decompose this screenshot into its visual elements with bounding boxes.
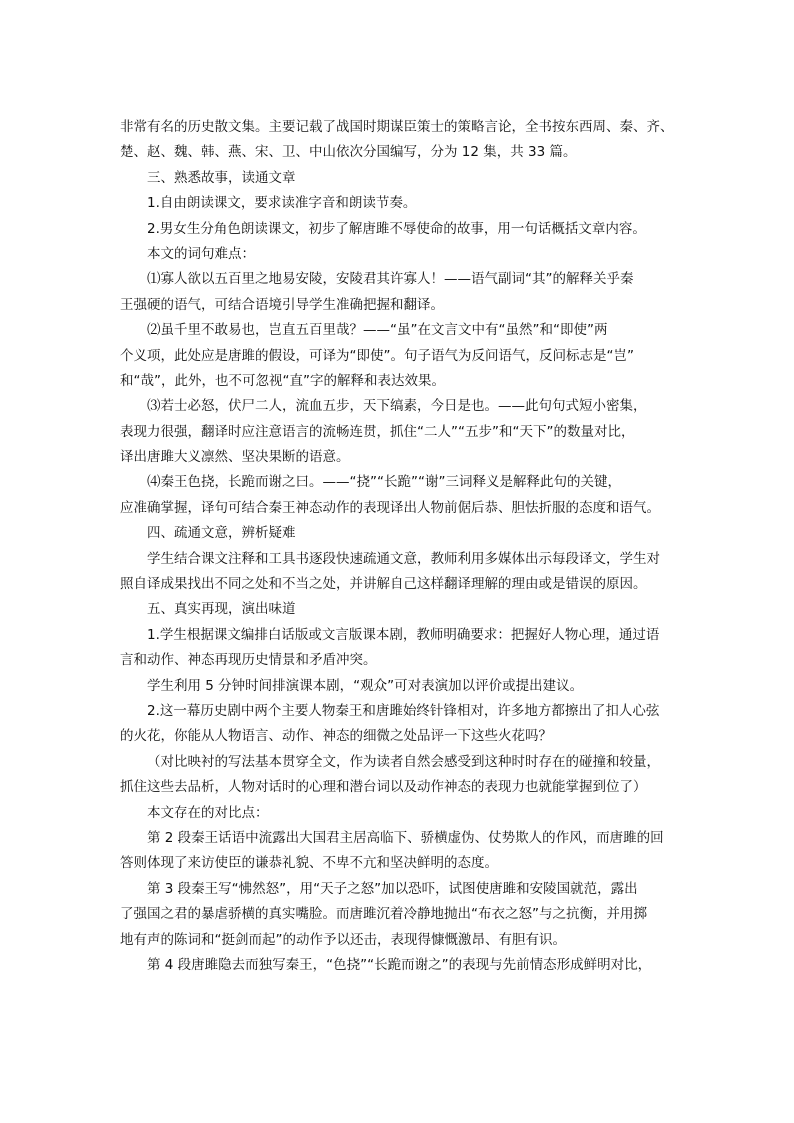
- text-line: 第 3 段秦王写“怫然怒”，用“天子之怒”加以恐吓，试图使唐雎和安陵国就范，露出: [147, 880, 638, 897]
- text-line: 地有声的陈词和“挺剑而起”的动作予以还击，表现得慷慨激昂、有胆有识。: [120, 931, 566, 948]
- text-line: 第 4 段唐雎隐去而独写秦王，“色挠”“长跪而谢之”的表现与先前情态形成鲜明对比，: [147, 956, 652, 973]
- text-line: 1.学生根据课文编排白话版或文言版课本剧，教师明确要求：把握好人物心理，通过语: [147, 626, 660, 643]
- text-line: 楚、赵、魏、韩、燕、宋、卫、中山依次分国编写，分为 12 集，共 33 篇。: [120, 144, 577, 161]
- text-line: 答则体现了来访使臣的谦恭礼貌、不卑不亢和坚决鲜明的态度。: [120, 855, 498, 872]
- text-line: 第 2 段秦王话语中流露出大国君主居高临下、骄横虚伪、仗势欺人的作风，而唐雎的回: [147, 829, 664, 846]
- text-line: 和“哉”，此外，也不可忽视“直”字的解释和表达效果。: [120, 372, 445, 389]
- text-line: 2.这一幕历史剧中两个主要人物秦王和唐雎始终针锋相对，许多地方都擦出了扣人心弦: [147, 702, 660, 719]
- text-line: 王强硬的语气，可结合语境引导学生准确把握和翻译。: [120, 296, 444, 313]
- text-line: 五、真实再现，演出味道: [147, 601, 296, 618]
- text-line: ⑶若士必怒，伏尸二人，流血五步，天下缟素，今日是也。——此句句式短小密集，: [147, 398, 647, 415]
- text-line: 抓住这些去品析，人物对话时的心理和潜台词以及动作神态的表现力也就能掌握到位了）: [120, 779, 647, 796]
- text-line: ⑴寡人欲以五百里之地易安陵，安陵君其许寡人！——语气副词“其”的解释关乎秦: [147, 271, 634, 288]
- text-line: 三、熟悉故事，读通文章: [147, 169, 296, 186]
- text-line: 非常有名的历史散文集。主要记载了战国时期谋臣策士的策略言论，全书按东西周、秦、齐、: [120, 119, 674, 135]
- text-line: 了强国之君的暴虐骄横的真实嘴脸。而唐雎沉着冷静地抛出“布衣之怒”与之抗衡，并用掷: [120, 906, 647, 923]
- text-line: 应准确掌握，译句可结合秦王神态动作的表现译出人物前倨后恭、胆怯折服的态度和语气。: [120, 499, 660, 516]
- text-line: 本文存在的对比点：: [147, 804, 269, 821]
- text-line: 个义项，此处应是唐雎的假设，可译为“即使”。句子语气为反问语气，反问标志是“岂”: [120, 347, 634, 364]
- text-line: （对比映衬的写法基本贯穿全文，作为读者自然会感受到这种时时存在的碰撞和较量，: [147, 753, 660, 770]
- text-line: 1.自由朗读课文，要求读准字音和朗读节奏。: [147, 195, 417, 212]
- text-line: 2.男女生分角色朗读课文，初步了解唐雎不辱使命的故事，用一句话概括文章内容。: [147, 220, 646, 237]
- text-line: 四、疏通文意，辨析疑难: [147, 525, 296, 542]
- text-line: 的火花，你能从人物语言、动作、神态的细微之处品评一下这些火花吗？: [120, 728, 552, 745]
- document-body: [120, 115, 680, 978]
- text-line: 学生结合课文注释和工具书逐段快速疏通文意，教师利用多媒体出示每段译文，学生对: [147, 550, 660, 567]
- text-line: 表现力很强，翻译时应注意语言的流畅连贯，抓住“二人”“五步”和“天下”的数量对比，: [120, 423, 635, 440]
- text-line: 学生利用 5 分钟时间排演课本剧，“观众”可对表演加以评价或提出建议。: [147, 677, 584, 694]
- text-line: 言和动作、神态再现历史情景和矛盾冲突。: [120, 652, 377, 669]
- text-line: 照自译成果找出不同之处和不当之处，并讲解自己这样翻译理解的理由或是错误的原因。: [120, 576, 647, 593]
- text-line: ⑵虽千里不敢易也，岂直五百里哉？——“虽”在文言文中有“虽然”和“即使”两: [147, 322, 608, 339]
- text-line: 译出唐雎大义凛然、坚决果断的语意。: [120, 449, 350, 466]
- text-line: ⑷秦王色挠，长跪而谢之曰。——“挠”“长跪”“谢”三词释义是解释此句的关键，: [147, 474, 621, 491]
- text-line: 本文的词句难点：: [147, 245, 255, 262]
